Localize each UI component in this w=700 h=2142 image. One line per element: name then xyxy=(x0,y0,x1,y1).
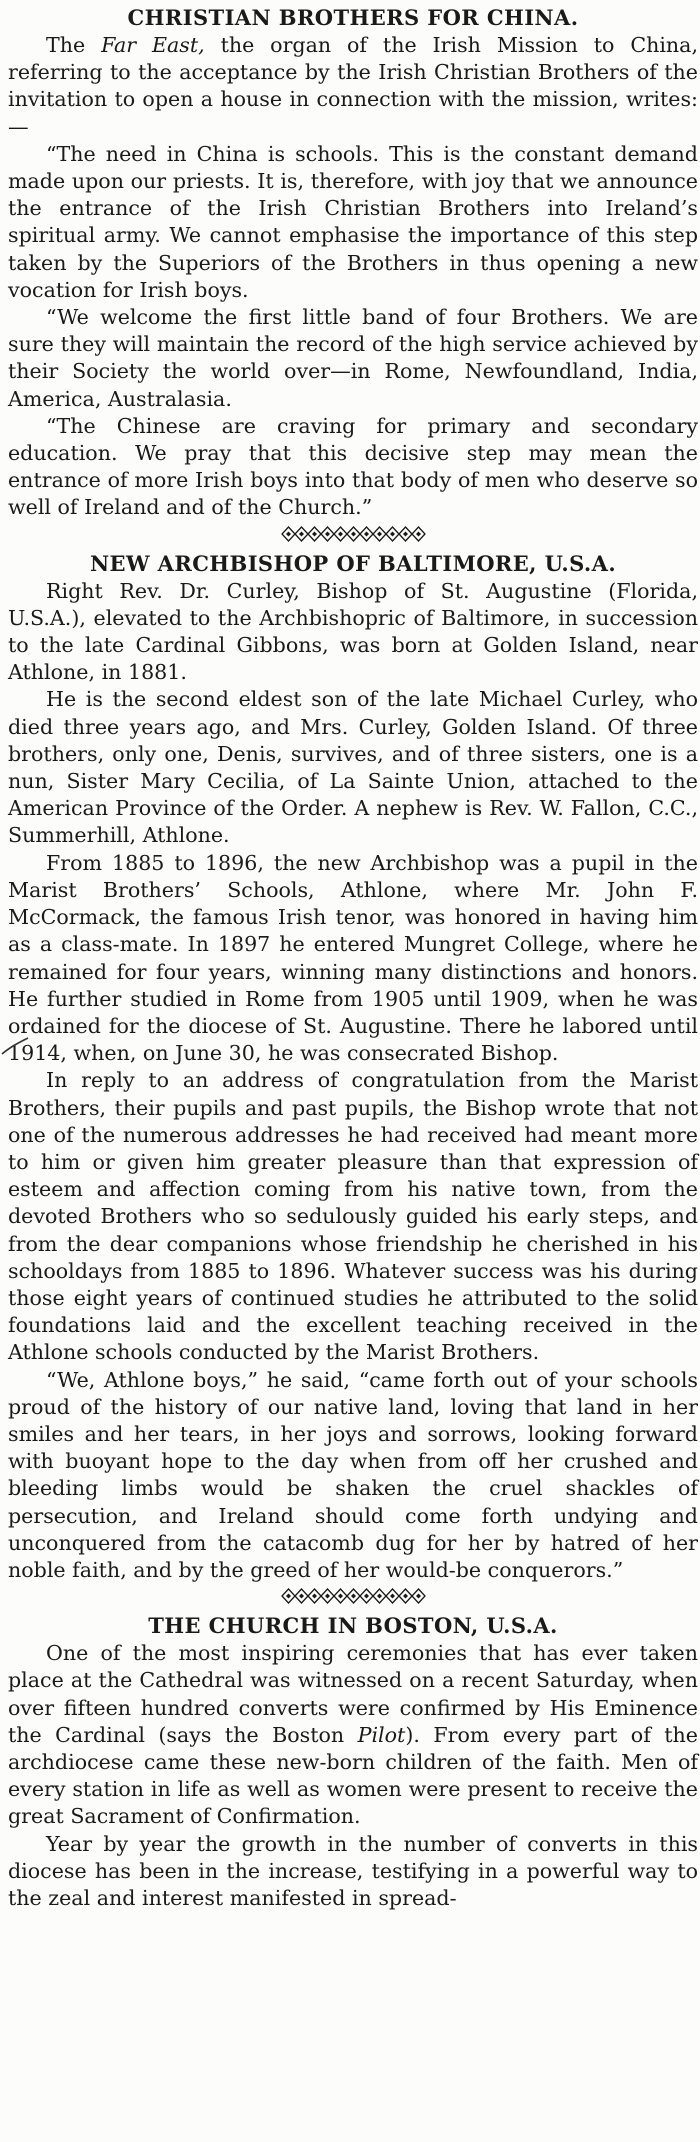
ornament-diamond-center xyxy=(403,531,408,536)
article-paragraph xyxy=(8,1067,698,1366)
ornament-diamond-center xyxy=(390,531,395,536)
paragraph-text: The xyxy=(46,33,102,57)
article xyxy=(8,4,698,522)
article xyxy=(8,1612,698,1912)
ornament-diamond-center xyxy=(403,1594,408,1599)
italic-text: Far East, xyxy=(101,33,205,57)
ornament-diamond-center xyxy=(325,1594,330,1599)
ornament-diamond-center xyxy=(416,531,421,536)
paragraph-text: Right Rev. Dr. Curley, Bishop of St. Augustine (Florida, U.S.A.), elevated to the Archbishopric of Baltimore, in succession to the late Cardinal Gibbons, was born at Golden Island, near Athlone, in 1881. xyxy=(8,578,698,685)
ornament-diamond-center xyxy=(312,1594,317,1599)
article-paragraph xyxy=(8,578,698,687)
ornament-diamond-center xyxy=(351,531,356,536)
paragraph-text: He is the second eldest son of the late Michael Curley, who died three years ago, and Mrs. Curley, Golden Island. Of three brothers, only one, Denis, survives, and of three sisters, one is a nun, Sister Mary Cecilia, of La Sainte Union, attached to the American Province of the Order. A nephew is Rev. W. Fallon, C.C., Summerhill, Athlone. xyxy=(8,687,698,848)
article-paragraph xyxy=(8,1640,698,1830)
article-paragraph xyxy=(8,850,698,1068)
article-paragraph xyxy=(8,304,698,413)
paragraph-text: “We welcome the first little band of four Brothers. We are sure they will maintain the record of the high service achieved by their Society the world over—in Rome, Newfoundland, India, America, Australasia. xyxy=(8,305,698,411)
paragraph-text: “The Chinese are craving for primary and secondary education. We pray that this decisive step may mean the entrance of more Irish boys into that body of men who deserve so well of Ireland and of the Church.” xyxy=(8,413,698,520)
article-paragraph xyxy=(8,1831,698,1913)
ornament-diamond-center xyxy=(390,1594,395,1599)
section-divider xyxy=(8,526,698,544)
ornament-diamonds xyxy=(280,1588,427,1604)
article-paragraph xyxy=(8,1367,698,1585)
ornament-diamond-center xyxy=(364,531,369,536)
article-paragraph xyxy=(8,413,698,522)
article-paragraph xyxy=(8,32,698,141)
section-divider xyxy=(8,1588,698,1606)
paragraph-text: In reply to an address of congratulation from the Marist Brothers, their pupils and past pupils, the Bishop wrote that not one of the numerous addresses he had received had meant more to him or given him greater pleasure than that expression of esteem and affection coming from his native town, from the devoted Brothers who so sedulously guided his early steps, and from the dear companions whose friendship he cherished in his schooldays from 1885 to 1896. Whatever success was his during those eight years of continued studies he attributed to the solid foundations laid and the excellent teaching received in the Athlone schools conducted by the Marist Brothers. xyxy=(8,1068,698,1365)
article-heading: THE CHURCH IN BOSTON, U.S.A. xyxy=(148,1613,558,1639)
ornament-diamond-center xyxy=(286,1594,291,1599)
ornament-diamond-center xyxy=(312,531,317,536)
ornament-diamond-center xyxy=(377,531,382,536)
article-column xyxy=(8,4,698,1912)
paragraph-text: ). From every part of the archdiocese came these new-born children of the faith. Men of every station in life as well as women were present to receive the great Sacrament of Confirmation. xyxy=(8,1722,698,1829)
ornament-diamond-center xyxy=(286,531,291,536)
paragraph-text: One of the most inspiring ceremonies that has ever taken place at the Cathedral was witnessed on a recent Saturday, when over fifteen hundred converts were confirmed by His Eminence the Cardinal (says the Boston xyxy=(8,1641,698,1747)
ornament-diamond-center xyxy=(377,1594,382,1599)
ornament-diamond-center xyxy=(364,1594,369,1599)
paragraph-text: “We, Athlone boys,” he said, “came forth out of your schools proud of the history of our native land, loving that land in her smiles and her tears, in her joys and sorrows, looking forward with buoyant hope to the day when from off her crushed and bleeding limbs would be shaken the cruel shackles of persecution, and Ireland should come forth undying and unconquered from the catacomb dug for her by hatred of her noble faith, and by the greed of her would-be conquerors.” xyxy=(8,1367,698,1582)
article xyxy=(8,550,698,1585)
ornament-diamond-center xyxy=(299,1594,304,1599)
ornament-diamond-center xyxy=(351,1594,356,1599)
ornament-diamond-center xyxy=(416,1594,421,1599)
article-heading: CHRISTIAN BROTHERS FOR CHINA. xyxy=(127,5,579,30)
ornament-diamond-center xyxy=(338,531,343,536)
margin-pen-mark xyxy=(0,1036,30,1060)
article-heading: NEW ARCHBISHOP OF BALTIMORE, U.S.A. xyxy=(89,550,617,576)
italic-text: Pilot xyxy=(357,1722,406,1747)
paragraph-text: From 1885 to 1896, the new Archbishop was a pupil in the Marist Brothers’ Schools, Athlone, where Mr. John F. McCormack, the famous Irish tenor, was honored in having him as a class-mate. In 1897 he entered Mungret College, where he remained for four years, winning many distinctions and honors. He further studied in Rome from 1905 until 1909, when he was ordained for the diocese of St. Augustine. There he labored until 1914, when, on June 30, he was consecrated Bishop. xyxy=(8,850,698,1066)
paragraph-text: “The need in China is schools. This is the constant demand made upon our priests. It is, therefore, with joy that we announce the entrance of the Irish Christian Brothers into Ireland’s spiritual army. We cannot emphasise the importance of this step taken by the Superiors of the Brothers in thus opening a new vocation for Irish boys. xyxy=(8,141,698,302)
article-paragraph xyxy=(8,686,698,849)
ornament-diamond-center xyxy=(338,1594,343,1599)
ornament-diamonds xyxy=(280,526,427,542)
paragraph-text: the organ of the Irish Mission to China, referring to the acceptance by the Irish Christian Brothers of the invitation to open a house in connection with the mission, writes:— xyxy=(8,33,699,139)
paragraph-text: Year by year the growth in the number of converts in this diocese has been in the increase, testifying in a powerful way to the zeal and interest manifested in spread- xyxy=(8,1831,698,1910)
ornament-diamond-center xyxy=(325,531,330,536)
ornament-diamond-center xyxy=(299,531,304,536)
article-paragraph xyxy=(8,141,698,304)
